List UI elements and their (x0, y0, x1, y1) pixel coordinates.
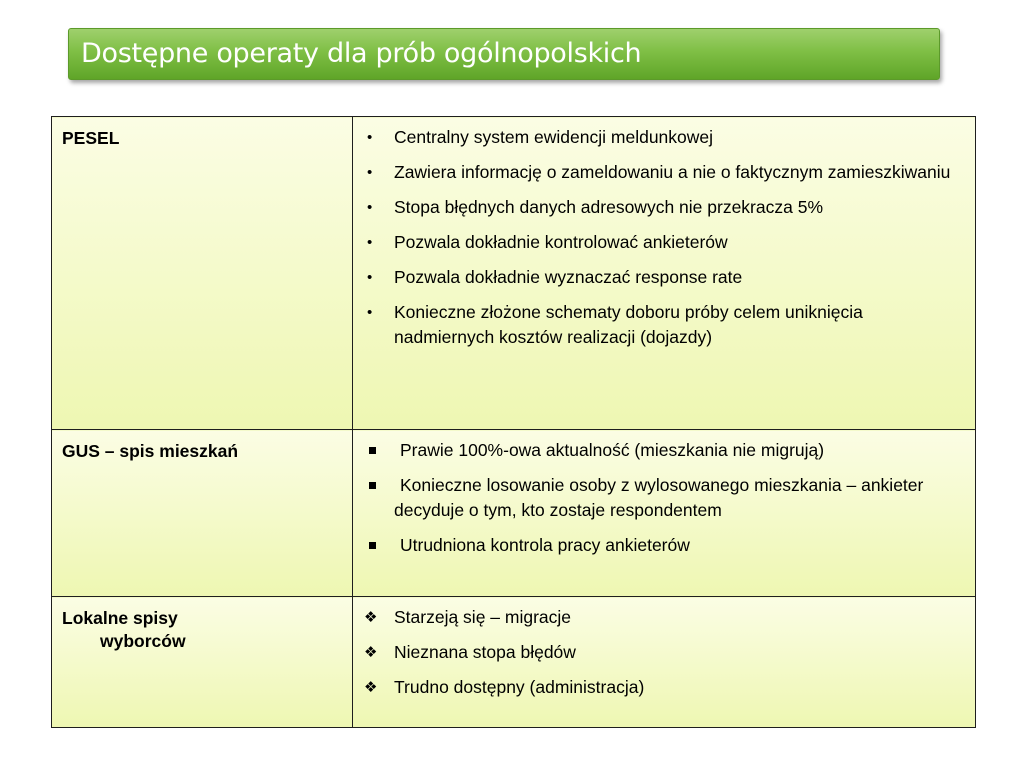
diamond-bullet-icon: ❖ (364, 609, 378, 626)
row-header: Lokalne spisy (62, 608, 178, 628)
dot-bullet-icon: • (367, 129, 373, 146)
row-header-continuation: wyborców (100, 631, 186, 651)
row-list-cell (353, 597, 976, 728)
diamond-bullet-icon: ❖ (364, 644, 378, 661)
list-item: • Pozwala dokładnie wyznaczać response rate (361, 265, 961, 290)
row-list-cell (353, 430, 976, 597)
slide-title: Dostępne operaty dla prób ogólnopolskich (81, 38, 642, 69)
row-header-cell (52, 597, 353, 728)
dot-bullet-icon: • (367, 304, 373, 321)
list-item: • Konieczne złożone schematy doboru próby celem uniknięcia nadmiernych kosztów realizacji (dojazdy) (367, 302, 863, 347)
dot-bullet-icon: • (367, 269, 373, 286)
row-header: GUS – spis mieszkań (62, 441, 239, 461)
list-item: Prawie 100%-owa aktualność (mieszkania nie migrują) (361, 438, 961, 463)
bullet-list (361, 125, 961, 350)
row-header-cell (52, 430, 353, 597)
list-item: ❖ Nieznana stopa błędów (361, 640, 961, 665)
table-row (52, 597, 976, 728)
dot-bullet-icon: • (367, 164, 373, 181)
list-item: ❖ Trudno dostępny (administracja) (361, 675, 961, 700)
dot-bullet-icon: • (367, 199, 373, 216)
list-item: Konieczne losowanie osoby z wylosowanego mieszkania – ankieter decyduje o tym, kto zostaje respondentem (361, 473, 961, 523)
operaty-table (51, 116, 976, 728)
title-banner (68, 28, 940, 80)
bullet-list (361, 438, 961, 558)
list-item: • Stopa błędnych danych adresowych nie przekracza 5% (361, 195, 961, 220)
list-item: • Pozwala dokładnie kontrolować ankieterów (361, 230, 961, 255)
bullet-list (361, 605, 961, 700)
square-bullet-icon (369, 482, 376, 489)
row-header-cell (52, 117, 353, 430)
list-item: • Centralny system ewidencji meldunkowej (361, 125, 961, 150)
table-row (52, 430, 976, 597)
square-bullet-icon (369, 542, 376, 549)
list-item: Utrudniona kontrola pracy ankieterów (361, 533, 961, 558)
list-item: • Zawiera informację o zameldowaniu a nie o faktycznym zamieszkiwaniu (361, 160, 961, 185)
dot-bullet-icon: • (367, 234, 373, 251)
row-list-cell (353, 117, 976, 430)
diamond-bullet-icon: ❖ (364, 679, 378, 696)
square-bullet-icon (369, 447, 376, 454)
row-header: PESEL (62, 128, 120, 148)
list-item: ❖ Starzeją się – migracje (361, 605, 961, 630)
table-row (52, 117, 976, 430)
